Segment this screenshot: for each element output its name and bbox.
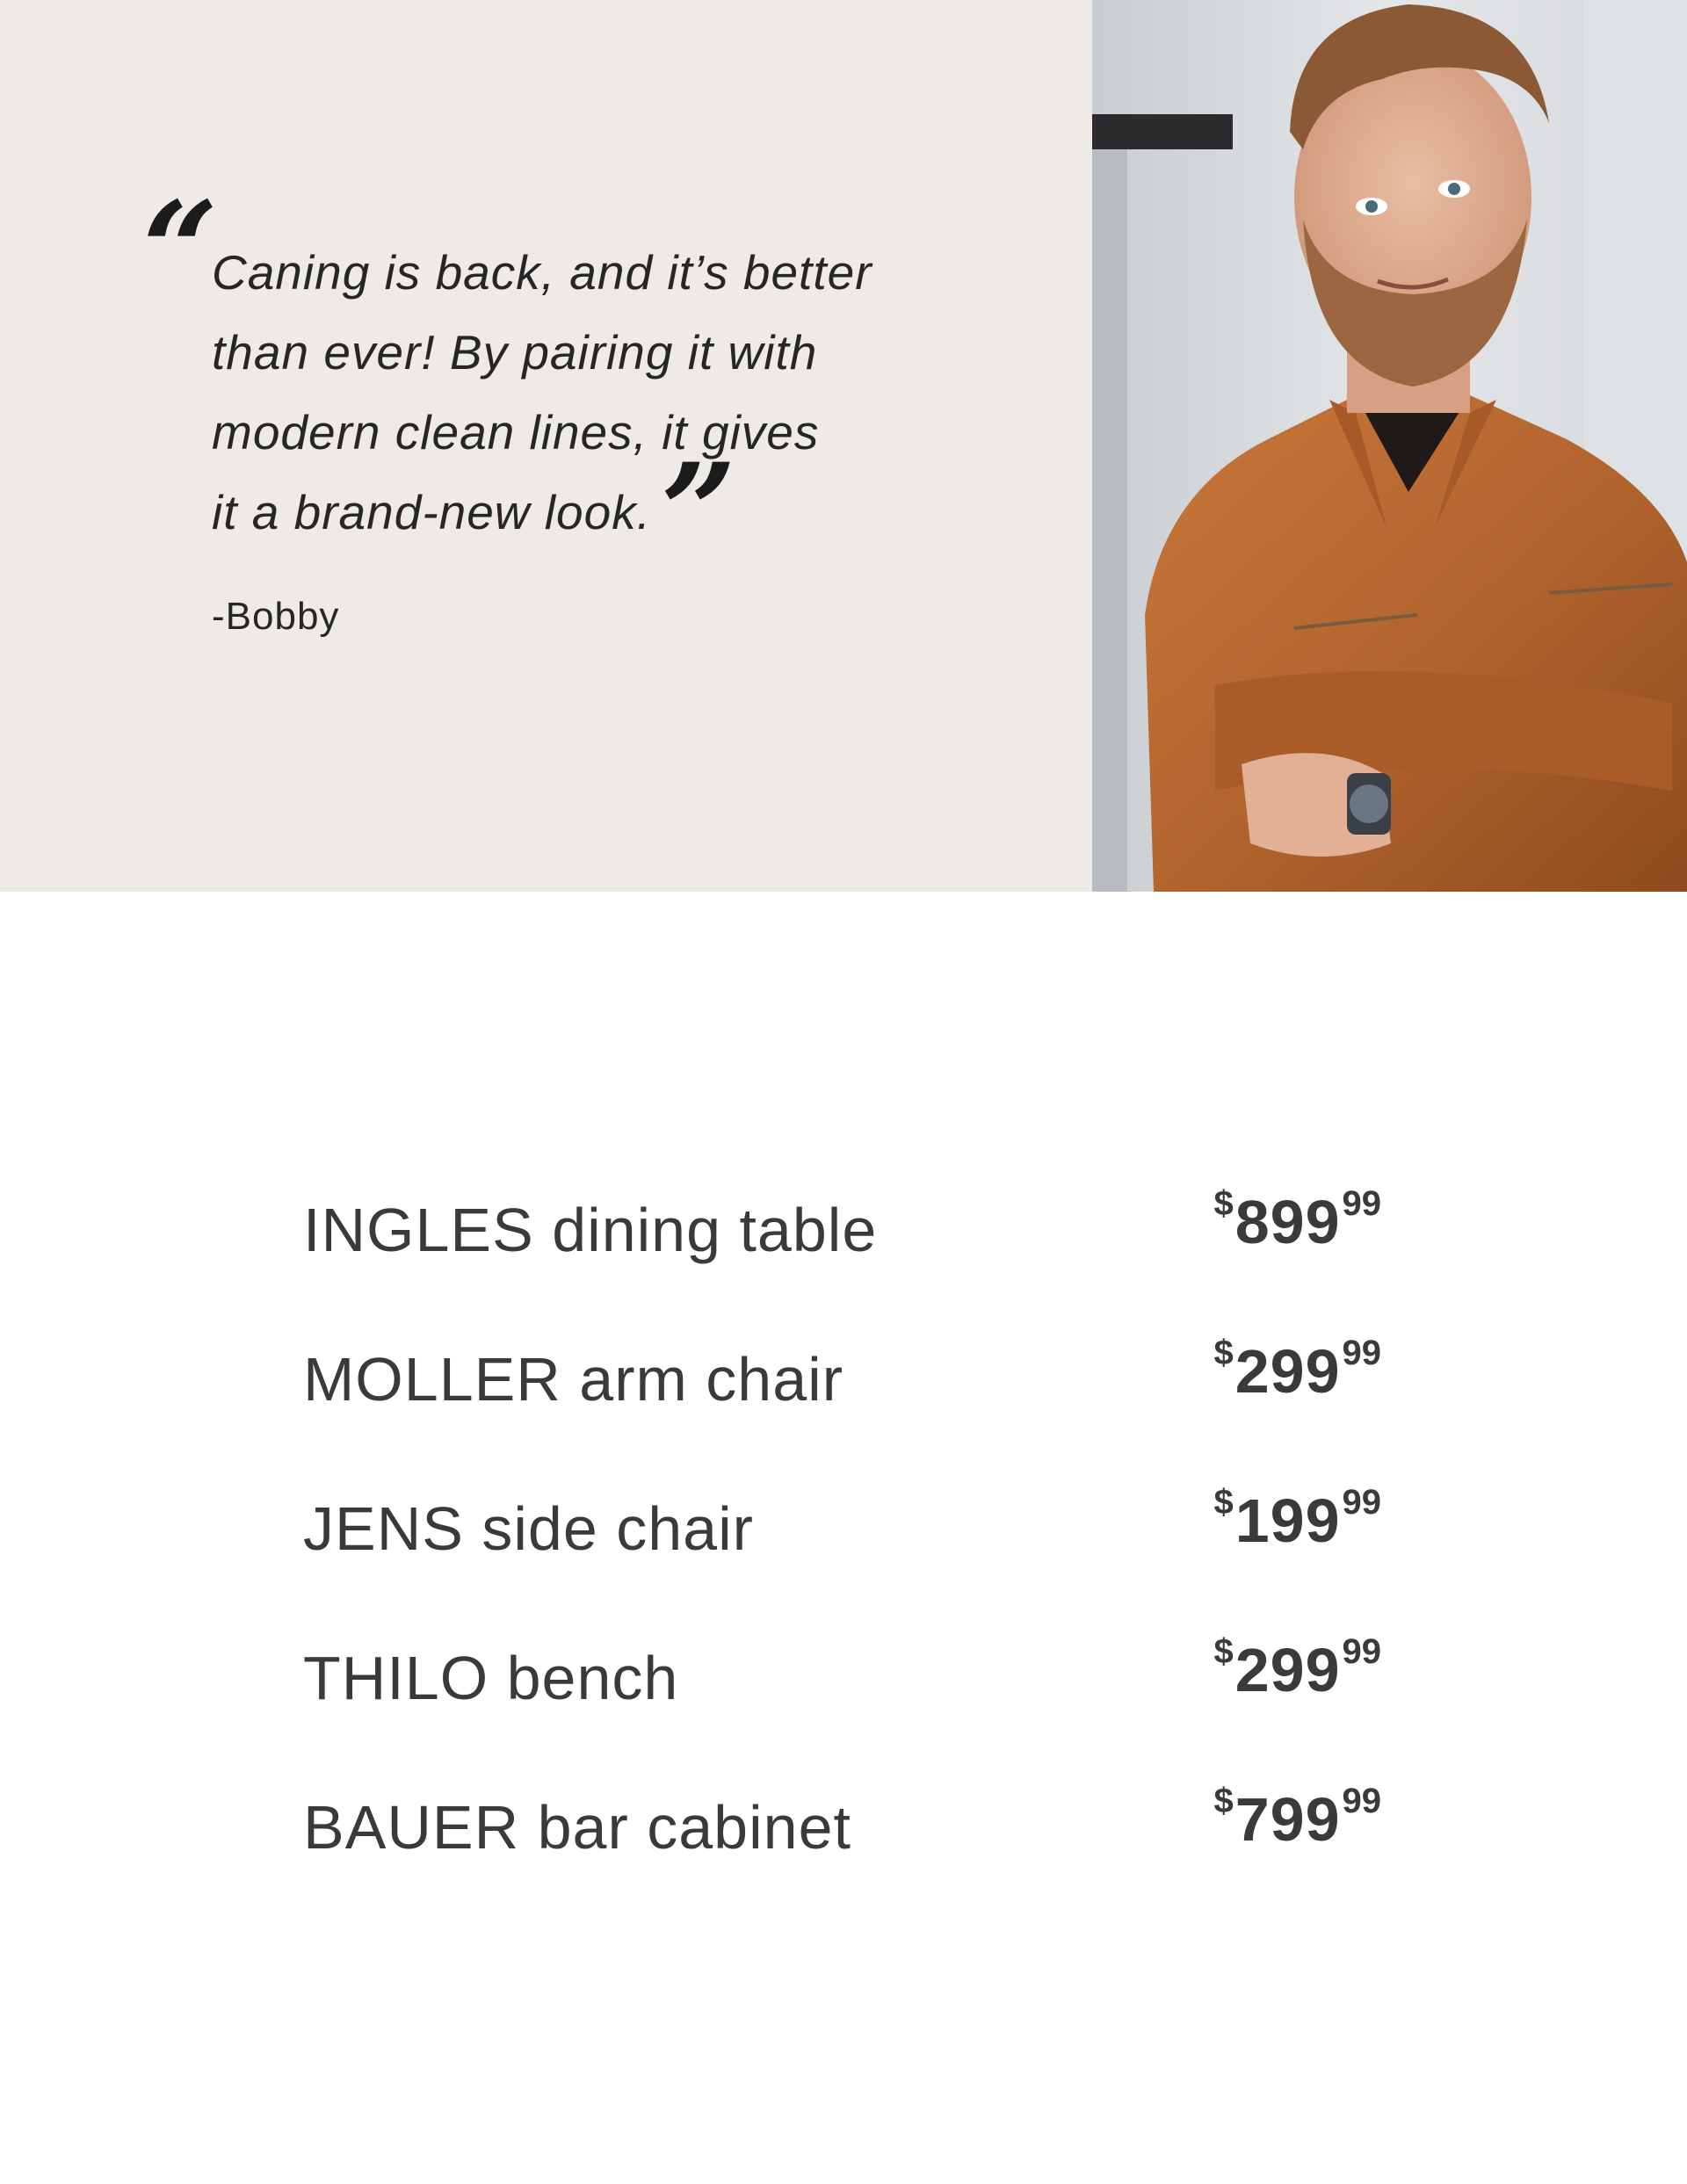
product-name: MOLLER arm chair [303,1345,844,1414]
list-item [0,1476,1687,1599]
product-price [1213,1334,1381,1407]
price-cents: 99 [1342,1184,1381,1223]
price-dollars: 799 [1234,1785,1341,1854]
price-cents: 99 [1342,1782,1381,1820]
price-cents: 99 [1342,1632,1381,1671]
product-price [1213,1782,1381,1855]
price-dollars: 299 [1234,1337,1341,1406]
open-quote-icon: “ [142,173,219,328]
price-dollars: 299 [1234,1636,1341,1704]
list-item [0,1327,1687,1450]
product-name: THILO bench [303,1644,679,1712]
product-name: JENS side chair [303,1494,754,1563]
currency-symbol: $ [1213,1483,1234,1522]
list-item [0,1625,1687,1748]
currency-symbol: $ [1213,1334,1234,1372]
product-name: BAUER bar cabinet [303,1793,851,1862]
price-cents: 99 [1342,1334,1381,1372]
person-portrait-photo [1092,0,1687,892]
quote-line: than ever! By pairing it with [212,325,818,380]
currency-symbol: $ [1213,1184,1234,1223]
currency-symbol: $ [1213,1632,1234,1671]
quote-attribution: -Bobby [212,595,340,638]
price-cents: 99 [1342,1483,1381,1522]
currency-symbol: $ [1213,1782,1234,1820]
list-item [0,1775,1687,1898]
price-dollars: 199 [1234,1486,1341,1555]
product-price [1213,1632,1381,1705]
quote-line: modern clean lines, it gives [212,405,820,459]
price-dollars: 899 [1234,1188,1341,1256]
quote-line: it a brand-new look. [212,485,651,539]
close-quote-icon: ” [661,435,737,589]
list-item [0,1177,1687,1300]
product-name: INGLES dining table [303,1196,878,1264]
quote-line: Caning is back, and it’s better [212,245,872,300]
product-price [1213,1483,1381,1556]
product-price [1213,1184,1381,1257]
quote-hero [0,0,1687,892]
